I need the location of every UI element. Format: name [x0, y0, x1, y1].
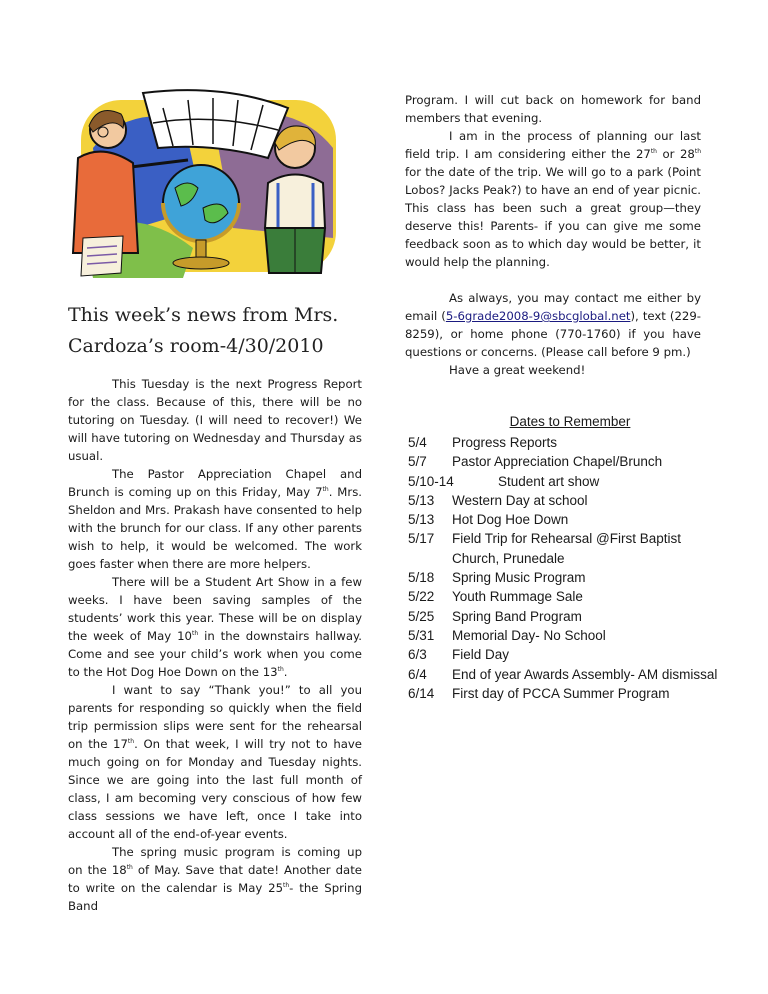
paragraph-contact: As always, you may contact me either by email (5-6grade2008-9@sbcglobal.net), text (229-8259), or home phone (770-1760) if you have questions or concerns. (Please call before 9 pm.) — [405, 291, 702, 359]
date-row — [408, 510, 718, 529]
dates-to-remember — [408, 414, 718, 703]
date-event: Pastor Appreciation Chapel/Brunch — [452, 454, 663, 470]
date-row — [408, 568, 718, 587]
date-value: 5/31 — [408, 627, 435, 643]
date-event: Student art show — [498, 473, 600, 489]
paragraph-field-trip: I am in the process of planning our last field trip. I am considering either the 27th or 28th for the date of the trip. We will go to a park (Point Lobos? Jacks Peak?) to have an end of year picnic. This class has been such a great group—they deserve this! Parents- if you can give me some feedback soon as to which day would be better, it would help the planning. — [405, 129, 701, 269]
date-value: 5/4 — [408, 435, 427, 450]
newsletter-headline — [68, 300, 368, 362]
date-value: 5/13 — [408, 492, 435, 508]
date-event: Field Day — [452, 647, 510, 663]
date-event: Spring Band Program — [452, 608, 582, 624]
date-value: 5/13 — [408, 512, 435, 528]
dates-title: Dates to Remember — [509, 414, 631, 429]
date-event: First day of PCCA Summer Program — [452, 685, 670, 701]
paragraph-art-show: There will be a Student Art Show in a few weeks. I have been saving samples of the students’ work this year. These will be on display the week of May 10th in the downstairs hallway. Come and see your child’s work when you come to the Hot Dog Hoe Down on the 13th. — [68, 575, 362, 679]
paragraph-progress-report: This Tuesday is the next Progress Report for the class. Because of this, there will be no tutoring on Tuesday. (I will need to recover!) We will have tutoring on Wednesday and Thursday as usual. — [68, 377, 362, 463]
date-value: 5/17 — [408, 531, 435, 547]
date-row — [408, 626, 718, 645]
paragraph-pastor-brunch: The Pastor Appreciation Chapel and Brunch is coming up on this Friday, May 7th. Mrs. Sheldon and Mrs. Prakash have consented to help with the brunch for our class. If any other parents wish to help, it would be welcomed. The work goes faster when there are more helpers. — [68, 467, 363, 571]
date-row — [408, 607, 718, 626]
date-row — [408, 645, 718, 664]
paragraph-spring-music: The spring music program is coming up on the 18th of May. Save that date! Another date to write on the calendar is May 25th- the Spring Band — [68, 845, 362, 913]
date-value: 6/4 — [408, 666, 427, 682]
date-value: 6/3 — [408, 647, 427, 663]
date-value: 6/14 — [408, 685, 435, 701]
date-row — [408, 433, 718, 452]
left-column-text — [68, 375, 362, 915]
teacher-student-globe-clipart — [63, 88, 363, 283]
date-row — [408, 529, 718, 568]
email-link[interactable]: 5-6grade2008-9@sbcglobal.net — [445, 309, 631, 323]
date-value: 5/18 — [408, 570, 435, 586]
date-event: Western Day at school — [452, 492, 588, 508]
date-event: Spring Music Program — [452, 570, 586, 586]
date-event: Field Trip for Rehearsal @First Baptist Church, Prunedale — [452, 531, 682, 566]
date-event: End of year Awards Assembly- AM dismissal — [452, 666, 718, 682]
date-row — [408, 587, 718, 606]
date-value: 5/25 — [408, 608, 435, 624]
right-column-text — [405, 91, 701, 379]
date-row — [408, 684, 718, 703]
date-row — [408, 491, 718, 510]
date-value: 5/22 — [408, 589, 435, 605]
date-row — [408, 665, 718, 684]
paragraph-thank-you: I want to say “Thank you!” to all you parents for responding so quickly when the field trip permission slips were sent for the rehearsal on the 17th. On that week, I will try not to have much going on for Monday and Tuesday nights. Since we are going into the last full month of class, I am becoming very conscious of how few class sessions we have left, once I take into account all of the end-of-year events. — [68, 683, 362, 841]
date-event: Hot Dog Hoe Down — [452, 512, 569, 528]
date-event: Youth Rummage Sale — [452, 589, 583, 605]
date-event: Memorial Day- No School — [452, 627, 606, 643]
date-value: 5/7 — [408, 454, 427, 470]
paragraph-greeting: Have a great weekend! — [449, 363, 586, 377]
headline-line-2: Cardoza’s room-4/30/2010 — [68, 335, 324, 357]
date-value: 5/10-14 — [408, 473, 454, 489]
date-event: Progress Reports — [452, 435, 558, 450]
paragraph-band-program: Program. I will cut back on homework for band members that evening. — [405, 93, 701, 125]
date-row — [408, 472, 718, 491]
dates-list — [408, 433, 718, 703]
headline-line-1: This week’s news from Mrs. — [68, 304, 339, 326]
date-row — [408, 452, 718, 471]
